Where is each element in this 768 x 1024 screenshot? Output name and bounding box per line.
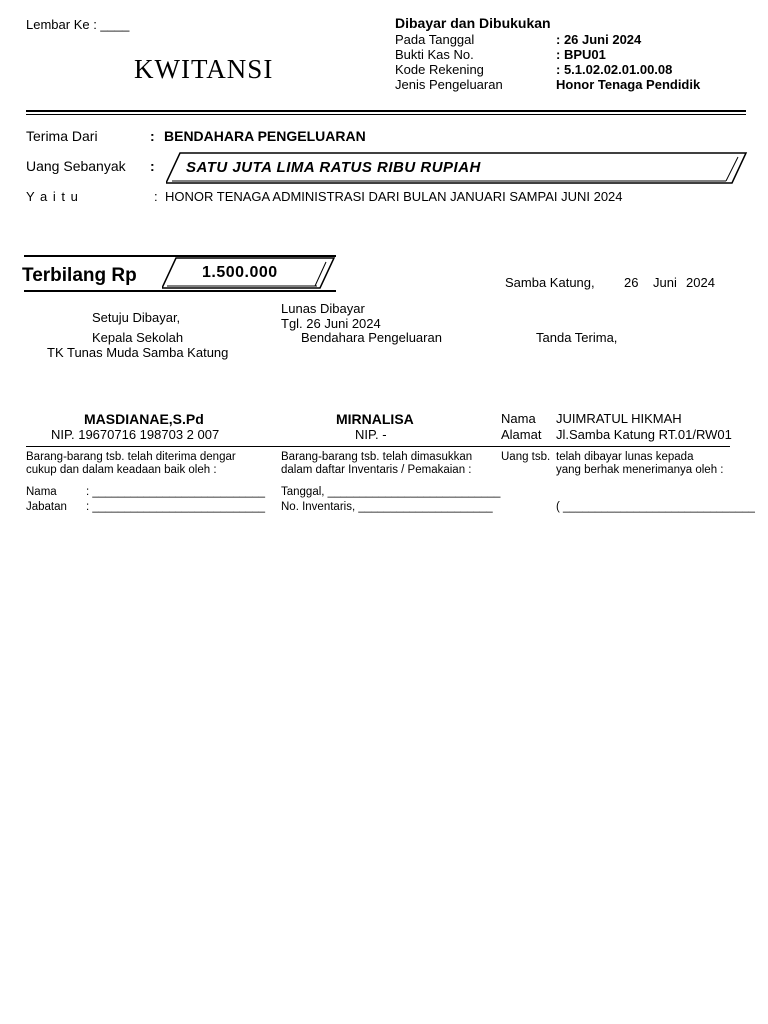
terbilang-label: Terbilang Rp — [22, 265, 137, 286]
jenis-pengeluaran-label: Jenis Pengeluaran — [395, 77, 503, 92]
footer-mid-text1: Barang-barang tsb. telah dimasukkan — [281, 451, 473, 463]
yaitu-colon: : — [154, 189, 158, 204]
footer-right-text1: telah dibayar lunas kepada — [556, 451, 694, 463]
footer-rule — [26, 446, 730, 447]
footer-mid-text2: dalam daftar Inventaris / Pemakaian : — [281, 464, 472, 476]
footer-left-text1: Barang-barang tsb. telah diterima dengar — [26, 451, 236, 463]
footer-right-text2: yang berhak menerimanya oleh : — [556, 464, 724, 476]
footer-tanggal: Tanggal, ___________________________ — [281, 486, 501, 498]
uang-sebanyak-value: SATU JUTA LIMA RATUS RIBU RUPIAH — [186, 159, 481, 176]
kepsek-nip: NIP. 19670716 198703 2 007 — [51, 427, 220, 442]
footer-inventaris: No. Inventaris, _____________________ — [281, 501, 493, 513]
penerima-alamat-label: Alamat — [501, 427, 542, 442]
setuju-dibayar: Setuju Dibayar, — [92, 310, 181, 325]
footer-jabatan-value: : ___________________________ — [86, 501, 266, 513]
footer-nama-label: Nama — [26, 486, 57, 498]
bendahara-pengeluaran: Bendahara Pengeluaran — [301, 330, 442, 345]
amount-value: 1.500.000 — [202, 264, 278, 281]
uang-sebanyak-colon: : — [150, 158, 155, 174]
dibayar-title: Dibayar dan Dibukukan — [395, 15, 551, 31]
penerima-nama-label: Nama — [501, 411, 536, 426]
kode-rekening-value: : 5.1.02.02.01.00.08 — [556, 62, 673, 77]
pada-tanggal-value: : 26 Juni 2024 — [556, 32, 642, 47]
uang-sebanyak-label: Uang Sebanyak — [26, 158, 126, 174]
date-month: Juni — [653, 275, 677, 290]
footer-left-text2: cukup dan dalam keadaan baik oleh : — [26, 464, 217, 476]
footer-right-blank: ( ______________________________ — [556, 501, 755, 513]
lunas-tanggal: Tgl. 26 Juni 2024 — [281, 316, 381, 331]
amount-words-banner — [166, 151, 748, 185]
bukti-kas-label: Bukti Kas No. — [395, 47, 474, 62]
lunas-dibayar: Lunas Dibayar — [281, 301, 365, 316]
kepala-sekolah: Kepala Sekolah — [92, 330, 184, 345]
kepsek-name: MASDIANAE,S.Pd — [84, 411, 204, 427]
yaitu-value: HONOR TENAGA ADMINISTRASI DARI BULAN JANUARI SAMPAI JUNI 2024 — [165, 189, 623, 204]
penerima-alamat-value: Jl.Samba Katung RT.01/RW01 — [556, 427, 732, 442]
footer-jabatan-label: Jabatan — [26, 501, 67, 513]
tanda-terima: Tanda Terima, — [536, 330, 618, 345]
kode-rekening-label: Kode Rekening — [395, 62, 484, 77]
date-day: 26 — [624, 275, 639, 290]
header-rule-top — [26, 110, 746, 112]
school-name: TK Tunas Muda Samba Katung — [47, 345, 229, 360]
amount-box — [162, 257, 334, 290]
footer-right-label: Uang tsb. — [501, 451, 551, 463]
terima-dari-colon: : — [150, 128, 155, 144]
yaitu-label: Y a i t u — [26, 189, 79, 204]
bendahara-nip: NIP. - — [355, 427, 387, 442]
footer-nama-value: : ___________________________ — [86, 486, 266, 498]
pada-tanggal-label: Pada Tanggal — [395, 32, 475, 47]
date-year: 2024 — [686, 275, 715, 290]
document-title: KWITANSI — [134, 54, 274, 84]
header-rule-bottom — [26, 114, 746, 115]
terima-dari-label: Terima Dari — [26, 128, 98, 144]
terima-dari-value: BENDAHARA PENGELUARAN — [164, 128, 366, 144]
bendahara-name: MIRNALISA — [336, 411, 414, 427]
place-label: Samba Katung, — [505, 275, 595, 290]
jenis-pengeluaran-value: Honor Tenaga Pendidik — [556, 77, 701, 92]
bukti-kas-value: : BPU01 — [556, 47, 606, 62]
penerima-nama-value: JUIMRATUL HIKMAH — [556, 411, 682, 426]
lembar-label: Lembar Ke : ____ — [26, 17, 130, 32]
